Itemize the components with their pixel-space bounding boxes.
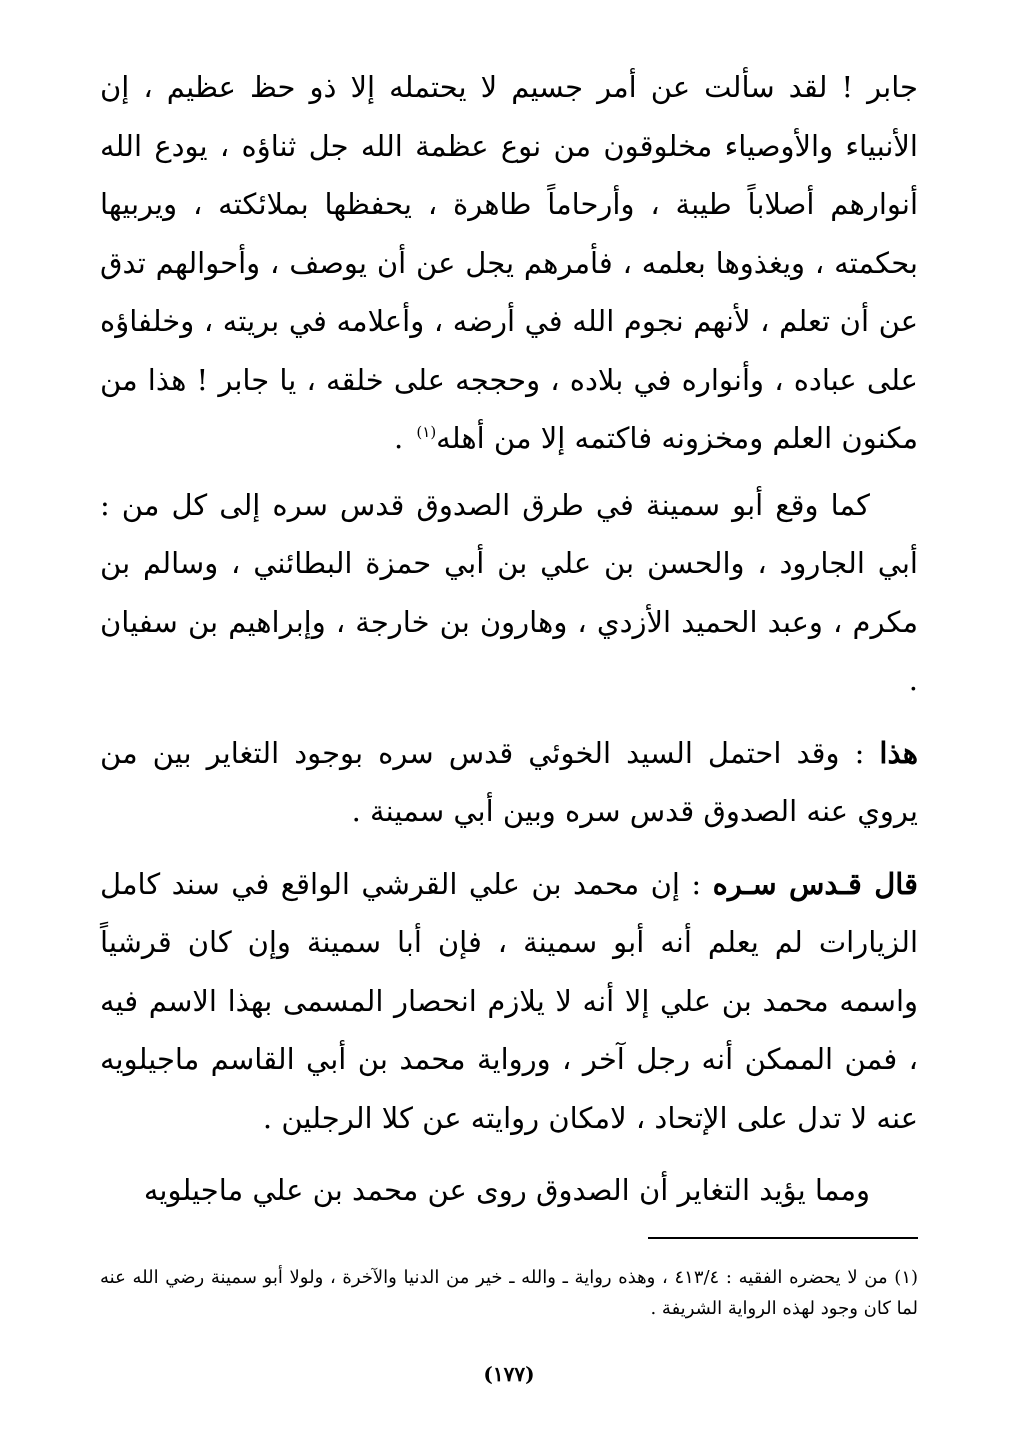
footnote-divider <box>648 1237 918 1239</box>
paragraph-khoei-text: : وقد احتمل السيد الخوئي قدس سره بوجود التغاير بين من يروي عنه الصدوق قدس سره وبين أبي سمينة . <box>100 735 918 828</box>
paragraph-support: ومما يؤيد التغاير أن الصدوق روى عن محمد بن علي ماجيلويه <box>143 1173 870 1207</box>
footnote: (١) من لا يحضره الفقيه : ٤١٣/٤ ، وهذه رواية ـ والله ـ خير من الدنيا والآخرة ، ولولا أبو سمينة رضي الله عنه لما كان وجود لهذه الرواية الشريفة . <box>100 1267 919 1319</box>
paragraph-quote <box>100 855 918 1148</box>
paragraph-quote-lead: قال قـدس سـره <box>712 866 919 901</box>
footnote-reference: (١) <box>416 423 437 442</box>
paragraph-hadith-end: . <box>393 421 413 455</box>
page-number: (١٧٧) <box>483 1362 535 1386</box>
paragraph-hadith-text: جابر ! لقد سألت عن أمر جسيم لا يحتمله إلا ذو حظ عظيم ، إن الأنبياء والأوصياء مخلوقون من نوع عظمة الله جل ثناؤه ، يودع الله أنوارهم أصلاباً طيبة ، وأرحاماً طاهرة ، يحفظها بملائكته ، ويربيها بحكمته ، ويغذوها بعلمه ، فأمرهم يجل عن أن يوصف ، وأحوالهم تدق عن أن تعلم ، لأنهم نجوم الله في أرضه ، وأعلامه في بريته ، وخلفاؤه على عباده ، وأنواره في بلاده ، وحججه على خلقه ، يا جابر ! هذا من مكنون العلم ومخزونه فاكتمه إلا من أهله <box>100 70 918 455</box>
paragraph-hadith <box>100 58 918 468</box>
paragraph-khoei-opinion <box>100 724 918 841</box>
paragraph-quote-text: : إن محمد بن علي القرشي الواقع في سند كامل الزيارات لم يعلم أنه أبو سمينة ، فإن أبا سمينة وإن كان قرشياً واسمه محمد بن علي إلا أنه لا يلازم انحصار المسمى بهذا الاسم فيه ، فمن الممكن أنه رجل آخر ، ورواية محمد بن أبي القاسم ماجيلويه عنه لا تدل على الإتحاد ، لامكان روايته عن كلا الرجلين . <box>100 866 918 1135</box>
paragraph-abu-samina-routes: كما وقع أبو سمينة في طرق الصدوق قدس سره إلى كل من : أبي الجارود ، والحسن بن علي بن أبي حمزة البطائني ، وسالم بن مكرم ، وعبد الحميد الأزدي ، وهارون بن خارجة ، وإبراهيم بن سفيان . <box>100 487 918 697</box>
paragraph-khoei-lead: هذا <box>879 735 918 770</box>
page-body <box>100 58 918 1234</box>
